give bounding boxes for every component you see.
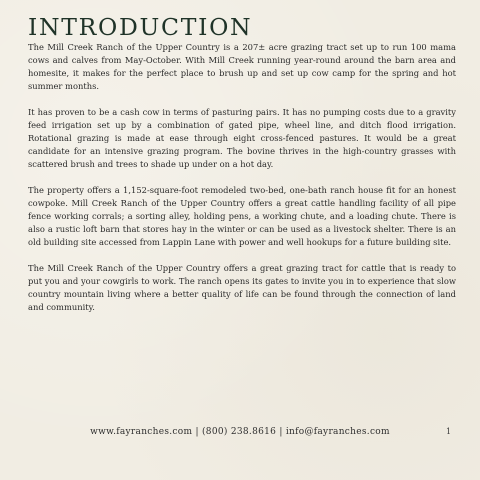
- paragraph-4: The Mill Creek Ranch of the Upper Country offers a great grazing tract for cattle that is ready to put you and your cowgirls to work. The ranch opens its gates to invite you in to experience that slow country mountain living where a better quality of life can be found through the connection of land and community.: [28, 263, 456, 312]
- paragraph-3: The property offers a 1,152-square-foot remodeled two-bed, one-bath ranch house fit for an honest cowpoke. Mill Creek Ranch of the Upper Country offers a great cattle handling facility of all pipe fence working corrals; a sorting alley, holding pens, a working chute, and a loading chute. There is also a rustic loft barn that stores hay in the winter or can be used as a livestock shelter. There is an old building site accessed from Lappin Lane with power and well hookups for a future building site.: [28, 185, 456, 247]
- page-number: 1: [446, 427, 452, 436]
- paragraph-1: The Mill Creek Ranch of the Upper Country is a 207± acre grazing tract set up to run 100 mama cows and calves from May-October. With Mill Creek running year-round around the barn area and homesite, it makes for the perfect place to brush up and set up cow camp for the spring and hot summer months.: [28, 42, 456, 91]
- body-text: [28, 41, 456, 327]
- paragraph-2: It has proven to be a cash cow in terms of pasturing pairs. It has no pumping costs due to a gravity feed irrigation set up by a combination of gated pipe, wheel line, and ditch flood irrigation. Rotational grazing is made at ease through eight cross-fenced pastures. It would be a great candidate for an intensive grazing program. The bovine thrives in the high-country grasses with scattered brush and trees to shade up under on a hot day.: [28, 107, 456, 169]
- page-footer: [0, 425, 480, 439]
- footer-contact-info: www.fayranches.com | (800) 238.8616 | info@fayranches.com: [90, 427, 390, 437]
- page-title: INTRODUCTION: [28, 13, 253, 41]
